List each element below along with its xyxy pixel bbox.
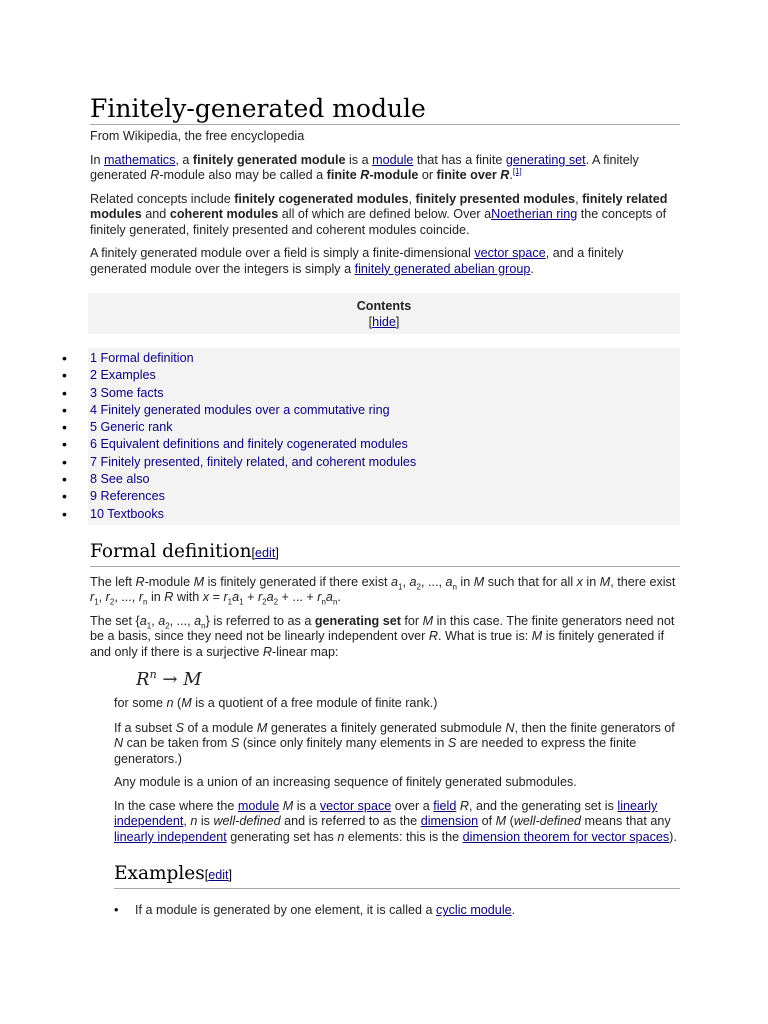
subscript: 2 bbox=[273, 597, 279, 607]
text: for bbox=[400, 613, 423, 628]
toc-item bbox=[88, 436, 680, 453]
text: . What is true is: bbox=[437, 629, 532, 644]
edit-section bbox=[252, 546, 279, 560]
text: -linear map: bbox=[272, 644, 339, 659]
text: and is referred to as the bbox=[280, 814, 421, 829]
formal-paragraph-1 bbox=[90, 575, 680, 606]
bracket: ] bbox=[275, 545, 279, 560]
math-var: M bbox=[181, 696, 192, 711]
text: , bbox=[402, 574, 410, 589]
text: of a module bbox=[184, 720, 257, 735]
toc-item bbox=[88, 488, 680, 505]
math-var: a bbox=[325, 590, 333, 605]
text: finite bbox=[326, 168, 361, 182]
text: and bbox=[141, 207, 170, 221]
examples-list bbox=[114, 903, 680, 919]
math-var: R bbox=[500, 168, 510, 182]
toc-toggle bbox=[88, 315, 680, 331]
math-var: M bbox=[422, 613, 434, 628]
text: the concepts of finitely generated, finitely presented and coherent modules coincide. bbox=[90, 207, 667, 237]
math-var: a bbox=[391, 574, 399, 589]
intro-paragraph-2 bbox=[90, 192, 680, 239]
link-mathematics[interactable]: mathematics bbox=[104, 152, 176, 167]
reference-link[interactable]: [1] bbox=[512, 166, 522, 176]
link-finitely-generated-abelian-group[interactable]: finitely generated abelian group bbox=[354, 261, 531, 276]
edit-section bbox=[205, 868, 232, 882]
term: finitely related modules bbox=[90, 191, 668, 221]
term-finite-over-r bbox=[437, 168, 510, 182]
math-var: r bbox=[138, 590, 144, 605]
edit-link[interactable]: edit bbox=[208, 868, 229, 883]
text: , a bbox=[175, 152, 193, 167]
text: is finitely generated if there exist bbox=[204, 574, 392, 589]
math-var: x bbox=[576, 574, 583, 589]
toc-item bbox=[88, 385, 680, 402]
math-var: N bbox=[114, 736, 124, 751]
subscript: 2 bbox=[416, 582, 421, 592]
math-var: M bbox=[495, 814, 507, 829]
list-item bbox=[114, 903, 680, 919]
text: such that for all bbox=[484, 574, 577, 589]
text: generating set has bbox=[226, 829, 338, 844]
bracket: [ bbox=[368, 314, 373, 329]
math-var: M bbox=[531, 629, 543, 644]
bracket: [ bbox=[204, 868, 209, 883]
toc-title: Contents bbox=[356, 299, 412, 313]
math-var: R bbox=[150, 168, 160, 182]
math-var: M bbox=[282, 798, 294, 813]
math-var: R bbox=[135, 574, 145, 589]
math-var: R bbox=[360, 168, 370, 182]
text: , bbox=[98, 590, 106, 605]
formal-paragraph-5: Any module is a union of an increasing sequence of finitely generated submodules. bbox=[114, 775, 577, 790]
link-dimension[interactable]: dimension bbox=[420, 814, 479, 829]
text: or bbox=[418, 168, 437, 182]
link-module[interactable]: module bbox=[372, 152, 414, 167]
math-var: a bbox=[139, 613, 147, 628]
toc-list bbox=[88, 348, 680, 525]
math-var: N bbox=[505, 720, 515, 735]
text: } is referred to as a bbox=[205, 613, 315, 628]
toc-link-finitely-presented[interactable]: 7 Finitely presented, finitely related, and coherent modules bbox=[90, 454, 417, 469]
text: , then the finite generators of bbox=[514, 720, 675, 735]
math-var: S bbox=[447, 736, 457, 751]
subscript: 1 bbox=[227, 597, 233, 607]
math-var: n bbox=[166, 696, 174, 711]
text: is finitely generated if and only if there is a surjective bbox=[90, 629, 665, 659]
text: generates a finitely generated submodule bbox=[267, 720, 506, 735]
math-var: a bbox=[266, 590, 274, 605]
text: that has a finite bbox=[413, 152, 506, 167]
formal-paragraph-6 bbox=[114, 799, 680, 846]
toc-link-references[interactable]: 9 References bbox=[90, 489, 165, 504]
text: is bbox=[197, 814, 214, 829]
toc-link-generic-rank[interactable]: 5 Generic rank bbox=[90, 420, 173, 435]
link-linearly-independent[interactable]: linearly independent bbox=[114, 829, 227, 844]
link-field[interactable]: field bbox=[433, 798, 457, 813]
text: is a quotient of a free module of finite rank.) bbox=[191, 696, 438, 711]
subscript: n bbox=[452, 582, 457, 592]
text: in bbox=[147, 590, 165, 605]
text: , ..., bbox=[169, 613, 195, 628]
text: , and the generating set is bbox=[468, 798, 618, 813]
text: , ..., bbox=[114, 590, 139, 605]
subscript: 1 bbox=[239, 597, 244, 607]
term-generating-set: generating set bbox=[314, 613, 401, 628]
math-var: a bbox=[194, 613, 202, 628]
text: elements: this is the bbox=[344, 829, 463, 844]
link-dimension-theorem[interactable]: dimension theorem for vector spaces bbox=[462, 829, 670, 844]
formal-paragraph-3 bbox=[114, 696, 680, 712]
text: , there exist bbox=[610, 574, 676, 589]
subscript: n bbox=[321, 597, 326, 607]
text: . bbox=[511, 903, 516, 918]
bracket: ] bbox=[228, 868, 233, 883]
toc-link-see-also[interactable]: 8 See also bbox=[90, 472, 150, 487]
toc-item bbox=[88, 402, 680, 419]
text: + bbox=[243, 590, 258, 605]
text: are needed to express the finite generators.) bbox=[114, 736, 637, 766]
bracket: [ bbox=[251, 545, 256, 560]
toc-link-formal-definition[interactable]: 1 Formal definition bbox=[90, 351, 194, 365]
subscript: 2 bbox=[165, 621, 170, 631]
text: In bbox=[90, 152, 105, 167]
indented-block bbox=[114, 696, 680, 889]
math-var: R bbox=[136, 669, 150, 691]
link-cyclic-module[interactable]: cyclic module bbox=[436, 903, 512, 918]
heading-text: Examples bbox=[114, 863, 205, 885]
math-var: a bbox=[445, 574, 453, 589]
text: . bbox=[530, 261, 534, 276]
bracket: ] bbox=[395, 314, 400, 329]
toc-link-commutative-ring[interactable]: 4 Finitely generated modules over a commutative ring bbox=[90, 402, 390, 417]
math-var: R bbox=[459, 798, 469, 813]
term-finite-r-module bbox=[327, 168, 419, 182]
text: -module bbox=[144, 574, 194, 589]
toc-link-some-facts[interactable]: 3 Some facts bbox=[90, 385, 164, 400]
text: In the case where the bbox=[114, 798, 238, 813]
subscript: n bbox=[143, 597, 148, 607]
text: for some bbox=[114, 696, 167, 711]
link-vector-space[interactable]: vector space bbox=[474, 246, 546, 260]
math-var: r bbox=[105, 590, 110, 605]
text: The left bbox=[90, 574, 136, 589]
term: finitely cogenerated modules bbox=[234, 191, 409, 206]
arrow: → bbox=[156, 669, 184, 691]
subscript: 1 bbox=[94, 597, 99, 607]
subscript: n bbox=[332, 597, 338, 607]
text: ( bbox=[173, 696, 182, 711]
math-var: r bbox=[317, 590, 322, 605]
math-var: a bbox=[232, 590, 240, 605]
math-var: r bbox=[257, 590, 263, 605]
toc-item bbox=[88, 419, 680, 436]
text: in bbox=[582, 574, 600, 589]
text: The set { bbox=[90, 613, 140, 628]
text: Related concepts include bbox=[90, 191, 235, 206]
subscript: 1 bbox=[146, 621, 152, 631]
text: + ... + bbox=[278, 590, 318, 605]
math-var: S bbox=[175, 720, 185, 735]
text: in this case. The finite generators need not be a basis, since they need not be linearly independent over bbox=[90, 613, 675, 644]
emphasis: well-defined bbox=[513, 814, 582, 829]
text: If a module is generated by one element, it is called a bbox=[135, 903, 437, 918]
text: can be taken from bbox=[123, 736, 231, 751]
text: , bbox=[151, 613, 159, 628]
text: , ..., bbox=[420, 574, 446, 589]
toc-hide-link[interactable]: hide bbox=[372, 314, 396, 329]
text: . bbox=[509, 168, 513, 182]
text: , bbox=[575, 191, 583, 206]
intro-paragraph-3 bbox=[90, 246, 680, 277]
intro-paragraph-1 bbox=[90, 153, 680, 184]
text: all of which are defined below. Over a bbox=[278, 207, 492, 221]
math-var: M bbox=[183, 669, 202, 691]
link-linearly-independent[interactable]: linearly independent bbox=[114, 798, 658, 829]
text: . A finitely generated bbox=[90, 152, 639, 182]
link-vector-space[interactable]: vector space bbox=[319, 798, 392, 813]
toc-item bbox=[88, 471, 680, 488]
text: . bbox=[337, 590, 341, 605]
section-heading-formal-definition bbox=[90, 539, 680, 567]
math-var: R bbox=[428, 629, 438, 644]
text: ( bbox=[506, 814, 514, 829]
text: ). bbox=[669, 829, 677, 844]
subscript: 2 bbox=[109, 597, 115, 607]
toc-link-equivalent-definitions[interactable]: 6 Equivalent definitions and finitely cogenerated modules bbox=[90, 437, 408, 452]
formal-paragraph-2 bbox=[90, 614, 680, 661]
text: is a bbox=[345, 152, 373, 167]
text: = bbox=[209, 590, 224, 605]
text: , bbox=[183, 814, 191, 829]
text: of bbox=[478, 814, 496, 829]
math-var: M bbox=[193, 574, 205, 589]
math-var: M bbox=[599, 574, 611, 589]
superscript: n bbox=[149, 668, 157, 682]
math-var: S bbox=[230, 736, 240, 751]
text: in bbox=[456, 574, 474, 589]
heading-text: Formal definition bbox=[90, 540, 252, 562]
term-finitely-generated-module: finitely generated module bbox=[192, 152, 346, 167]
formal-paragraph-4 bbox=[114, 721, 680, 768]
math-var: a bbox=[409, 574, 417, 589]
toc-item bbox=[88, 454, 680, 471]
toc-link-examples[interactable]: 2 Examples bbox=[90, 368, 156, 383]
text: finite over bbox=[436, 168, 501, 182]
toc-item bbox=[88, 350, 680, 367]
toc-item bbox=[88, 506, 680, 523]
math-var: R bbox=[164, 590, 174, 605]
math-var: M bbox=[256, 720, 268, 735]
text: means that any bbox=[581, 814, 671, 829]
text: , bbox=[408, 191, 416, 206]
term: finitely presented modules bbox=[415, 191, 576, 206]
text: (since only finitely many elements in bbox=[239, 736, 448, 751]
tagline: From Wikipedia, the free encyclopedia bbox=[90, 129, 305, 143]
formula-surjective-map bbox=[136, 668, 680, 692]
text: A finitely generated module over a field is simply a finite-dimensional bbox=[90, 246, 475, 260]
text: -module bbox=[369, 168, 419, 182]
text: over a bbox=[391, 798, 434, 813]
link-noetherian-ring[interactable]: Noetherian ring bbox=[491, 207, 578, 221]
text: If a subset bbox=[114, 720, 176, 735]
emphasis: well-defined bbox=[213, 814, 281, 829]
subscript: n bbox=[201, 621, 206, 631]
text: with bbox=[173, 590, 203, 605]
section-heading-examples bbox=[114, 861, 680, 889]
page-title: Finitely-generated module bbox=[90, 0, 680, 125]
subscript: 2 bbox=[262, 597, 267, 607]
toc-link-textbooks[interactable]: 10 Textbooks bbox=[90, 506, 164, 521]
table-of-contents bbox=[88, 293, 680, 334]
math-var: r bbox=[223, 590, 228, 605]
math-var: x bbox=[202, 590, 210, 605]
text: is a bbox=[293, 798, 320, 813]
math-var: R bbox=[262, 644, 273, 659]
term: coherent modules bbox=[169, 207, 279, 221]
toc-item bbox=[88, 367, 680, 384]
math-var: M bbox=[473, 574, 485, 589]
math-var: n bbox=[190, 814, 198, 829]
link-module[interactable]: module bbox=[237, 798, 280, 813]
text: -module also may be called a bbox=[159, 168, 327, 182]
math-var: n bbox=[337, 829, 345, 844]
math-var: r bbox=[90, 590, 95, 605]
text: , and a finitely generated module over the integers is simply a bbox=[90, 246, 624, 276]
subscript: 1 bbox=[398, 582, 403, 592]
link-generating-set[interactable]: generating set bbox=[505, 152, 586, 167]
edit-link[interactable]: edit bbox=[255, 545, 276, 560]
math-var: a bbox=[158, 613, 166, 628]
